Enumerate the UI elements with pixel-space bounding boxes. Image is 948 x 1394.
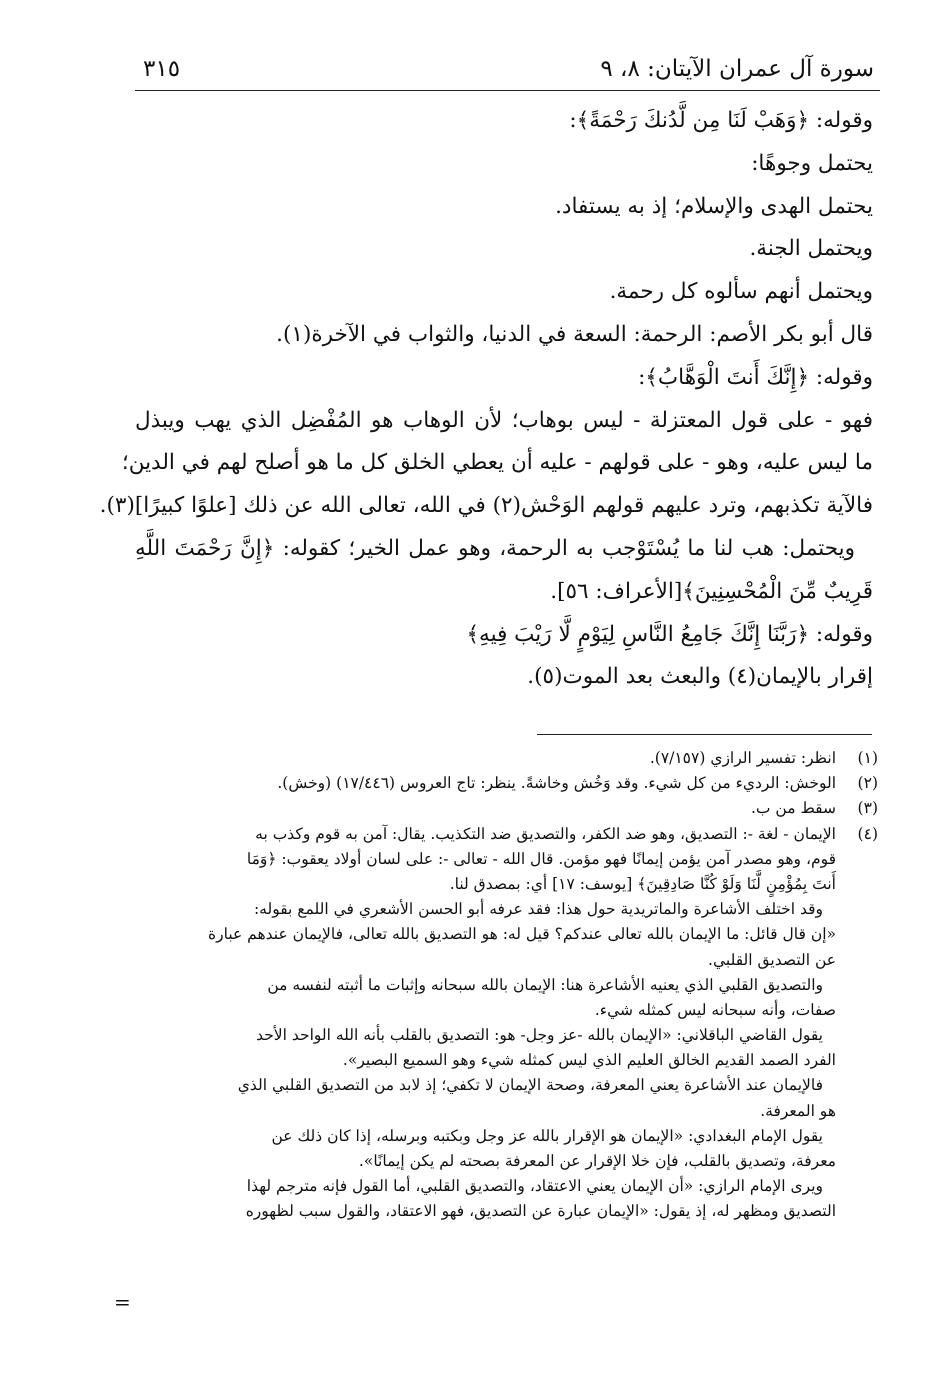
footnote-text: انظر: تفسير الرازي (٧/١٥٧).	[649, 749, 836, 767]
footnote-line: يقول الإمام البغدادي: «الإيمان هو الإقرار بالله عز وجل وبكتبه وبرسله، إذا كان ذلك عن	[271, 1126, 823, 1145]
text-line: قال أبو بكر الأصم: الرحمة: السعة في الدنيا، والثواب في الآخرة(١).	[276, 321, 873, 347]
text-line: ما ليس عليه، وهو - على قولهم - عليه أن يعطي الخلق كل ما هو أصلح لهم في الدين؛	[121, 450, 873, 476]
running-title: سورة آل عمران الآيتان: ٨، ٩	[600, 56, 874, 82]
footnote-number: (١)	[857, 749, 878, 767]
text-line: ويحتمل أنهم سألوه كل رحمة.	[609, 279, 873, 305]
footnote-line: الفرد الصمد القديم الخالق العليم الذي ليس كمثله شيء وهو السميع البصير».	[342, 1051, 836, 1070]
footnote-text: الإيمان - لغة -: التصديق، وهو ضد الكفر، والتصديق ضد التكذيب. يقال: آمن به قوم وكذب به	[255, 824, 836, 843]
footnote-text: سقط من ب.	[750, 799, 836, 818]
text-line: ويحتمل: هب لنا ما يُسْتَوْجب به الرحمة، وهو عمل الخير؛ كقوله: ﴿إِنَّ رَحْمَتَ اللَّهِ	[135, 535, 855, 561]
text-line: فالآية تكذبهم، وترد عليهم قولهم الوَحْش(٢) في الله، تعالى الله عن ذلك [علوًا كبيرًا](٣).	[99, 493, 873, 519]
footnote-1	[120, 746, 878, 771]
footnote-line: «إن قال قائل: ما الإيمان بالله تعالى عندكم؟ قيل له: هو التصديق بالله تعالى، فالإيمان عندهم عبارة	[208, 925, 836, 944]
page-number: ٣١٥	[143, 56, 181, 82]
footnote-number: (٣)	[857, 799, 878, 818]
footnote-line: هو المعرفة.	[760, 1101, 836, 1120]
main-text	[99, 100, 873, 699]
text-line: إقرار بالإيمان(٤) والبعث بعد الموت(٥).	[527, 664, 873, 690]
footnote-line: التصديق ومظهر له، إذ يقول: «الإيمان عبارة عن التصديق، فهو الاعتقاد، والقول سبب لظهوره	[245, 1202, 836, 1221]
text-line: وقوله: ﴿وَهَبْ لَنَا مِن لَّدُنكَ رَحْمَةً﴾:	[569, 108, 873, 133]
footnote-3	[120, 796, 878, 821]
text-line: قَرِيبٌ مِّنَ الْمُحْسِنِينَ﴾[الأعراف: ٥٦].	[550, 578, 873, 604]
footnote-line: عن التصديق القلبي.	[708, 950, 836, 969]
footnote-separator	[537, 734, 872, 735]
text-line: يحتمل الهدى والإسلام؛ إذ به يستفاد.	[555, 193, 873, 219]
text-line: وقوله: ﴿رَبَّنَا إِنَّكَ جَامِعُ النَّاسِ لِيَوْمٍ لَّا رَيْبَ فِيهِ﴾	[466, 621, 873, 647]
footnote-line: صفات، وأنه سبحانه ليس كمثله شيء.	[594, 1000, 836, 1019]
footnote-line: فالإيمان عند الأشاعرة يعني المعرفة، وصحة الإيمان لا تكفي؛ إذ لابد من التصديق القلبي الذي	[237, 1076, 823, 1095]
text-line: وقوله: ﴿إِنَّكَ أَنتَ الْوَهَّابُ﴾:	[638, 364, 873, 390]
text-line: فهو - على قول المعتزلة - ليس بوهاب؛ لأن الوهاب هو المُفْضِل الذي يهب ويبذل	[135, 407, 873, 433]
text-line: ويحتمل الجنة.	[749, 236, 873, 262]
footnote-line: يقول القاضي الباقلاني: «الإيمان بالله -عز وجل- هو: التصديق بالقلب بأنه الله الواحد الأحد	[256, 1026, 823, 1045]
footnote-line: وقد اختلف الأشاعرة والماتريدية حول هذا: فقد عرفه أبو الحسن الأشعري في اللمع بقوله:	[253, 900, 823, 919]
footnote-line: والتصديق القلبي الذي يعنيه الأشاعرة هنا: الإيمان بالله سبحانه وإثبات ما أثبته لنفسه من	[267, 975, 823, 994]
page-header	[135, 52, 880, 91]
footnote-line: معرفة، وتصديق بالقلب، فإن خلا الإقرار عن المعرفة بصحته لم يكن إيمانًا».	[358, 1152, 836, 1170]
footnote-line: أَنتَ بِمُؤْمِنٍ لَّنَا وَلَوْ كُنَّا صَادِقِينَ﴾ [يوسف: ١٧] أي: بمصدق لنا.	[449, 874, 836, 893]
footnote-number: (٤)	[857, 824, 878, 843]
footnote-4	[120, 822, 878, 847]
text-line: يحتمل وجوهًا:	[751, 150, 873, 176]
footnote-line: ويرى الإمام الرازي: «أن الإيمان يعني الاعتقاد، والتصديق القلبي، أما القول فإنه مترجم لهذا	[246, 1177, 823, 1196]
footnote-text: الوخش: الرديء من كل شيء. وقد وَخُش وخاشةً. ينظر: تاج العروس (١٧/٤٤٦) (وخش).	[277, 774, 836, 793]
footnote-number: (٢)	[857, 774, 878, 793]
continuation-mark: =	[114, 1290, 131, 1314]
footnote-line: قوم، وهو مصدر آمن يؤمن إيمانًا فهو مؤمن. قال الله - تعالى -: على لسان أولاد يعقوب: ﴿وَمَا	[246, 849, 836, 868]
footnote-2	[120, 771, 878, 796]
footnotes	[120, 746, 878, 1225]
